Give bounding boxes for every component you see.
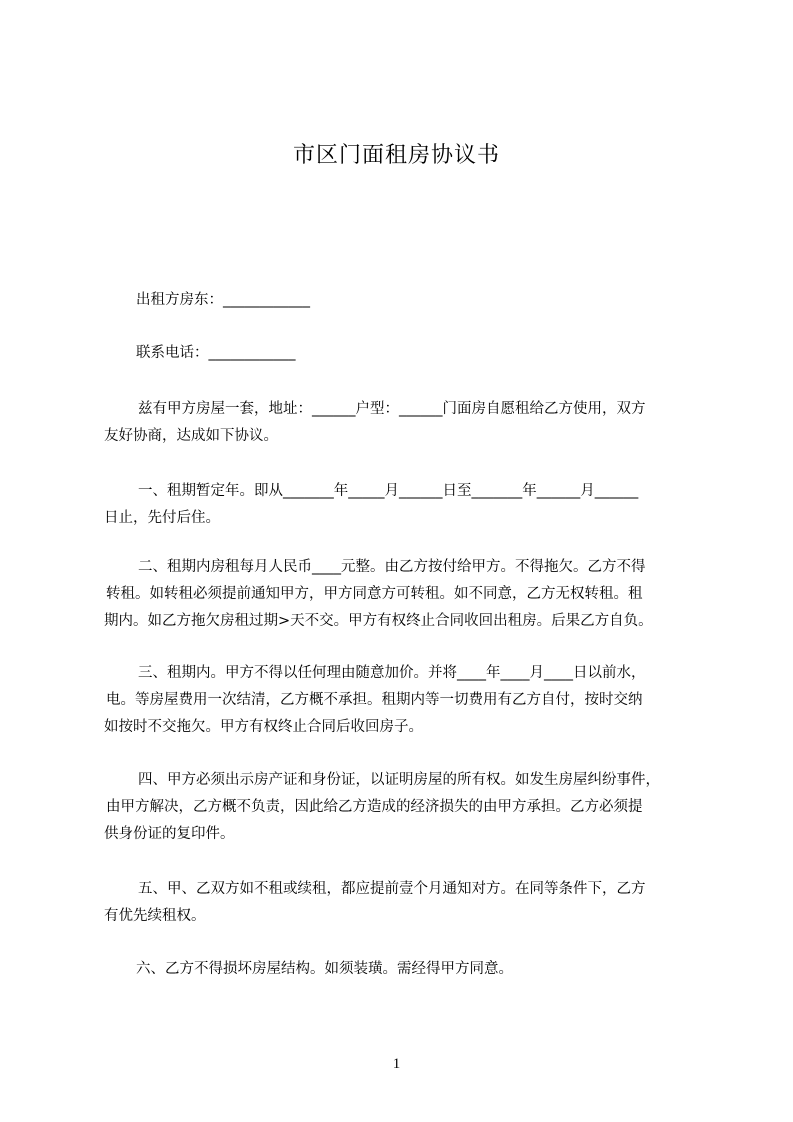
page-number: 1 — [392, 1056, 401, 1072]
clause-3-line-2: 电。等房屋费用一次结清，乙方概不承担。租期内等一切费用有乙方自付，按时交纳 — [106, 692, 643, 708]
phone-line: 联系电话：____________ — [136, 345, 296, 361]
clause-6-line-1: 六、乙方不得损坏房屋结构。如须装璜。需经得甲方同意。 — [136, 961, 513, 977]
clause-5-line-2: 有优先续租权。 — [104, 908, 206, 924]
clause-2-line-2: 转租。如转租必须提前通知甲方，甲方同意方可转租。如不同意，乙方无权转租。租 — [106, 586, 643, 602]
landlord-line: 出租方房东：____________ — [136, 292, 310, 308]
page-title: 市区门面租房协议书 — [292, 143, 500, 168]
clause-1-line-2: 日止，先付后住。 — [104, 510, 220, 526]
clause-3-line-3: 如按时不交拖欠。甲方有权终止合同后收回房子。 — [104, 719, 423, 735]
clause-1-line-1: 一、租期暂定年。即从_______年_____月______日至_______年______月______ — [138, 483, 639, 499]
intro-line-1: 兹有甲方房屋一套，地址：______户型：______门面房自愿租给乙方使用，双方 — [138, 401, 646, 417]
clause-4-line-3: 供身份证的复印件。 — [104, 826, 235, 842]
clause-5-line-1: 五、甲、乙双方如不租或续租，都应提前壹个月通知对方。在同等条件下，乙方 — [138, 881, 646, 897]
clause-3-line-1: 三、租期内。甲方不得以任何理由随意加价。并将____年____月____日以前水， — [138, 665, 646, 681]
clause-2-line-1: 二、租期内房租每月人民币____元整。由乙方按付给甲方。不得拖欠。乙方不得 — [138, 559, 646, 575]
intro-line-2: 友好协商，达成如下协议。 — [104, 428, 278, 444]
clause-4-line-2: 由甲方解决，乙方概不负责，因此给乙方造成的经济损失的由甲方承担。乙方必须提 — [106, 799, 643, 815]
clause-4-line-1: 四、甲方必须出示房产证和身份证，以证明房屋的所有权。如发生房屋纠纷事件， — [138, 772, 660, 788]
clause-2-line-3: 期内。如乙方拖欠房租过期>天不交。甲方有权终止合同收回出租房。后果乙方自负。 — [104, 613, 653, 629]
